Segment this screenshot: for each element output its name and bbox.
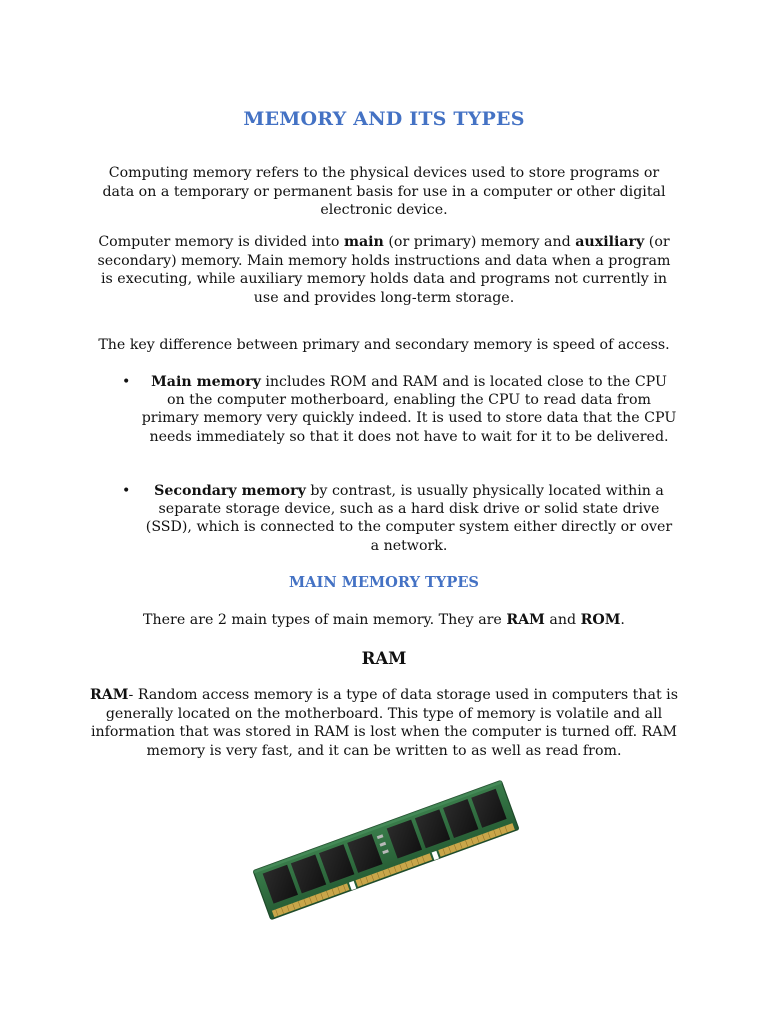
bullet-list-main xyxy=(122,373,678,446)
bullet-body: by contrast, is usually physically located within a separate storage device, such as a hard disk drive or solid state drive (SSD), which is connected to the computer system either directly or over a network. xyxy=(145,483,673,554)
ram-heading: RAM xyxy=(361,649,407,668)
rom-term: ROM xyxy=(580,612,621,628)
page-title: MEMORY AND ITS TYPES xyxy=(243,108,525,130)
bullet-label: Secondary memory xyxy=(154,483,306,499)
main-memory-types-heading: MAIN MEMORY TYPES xyxy=(289,574,479,591)
bullet-icon: • xyxy=(122,483,131,499)
list-item xyxy=(122,482,678,555)
bullet-body: includes ROM and RAM and is located close to the CPU on the computer motherboard, enabling the CPU to read data from primary memory very quickly indeed. It is used to store data that the CPU needs immediately so that it does not have to wait for it to be delivered. xyxy=(141,374,677,445)
auxiliary-term: auxiliary xyxy=(575,234,645,250)
bullet-list-secondary xyxy=(122,482,678,555)
main-term: main xyxy=(343,234,384,250)
ram-paragraph xyxy=(90,686,678,760)
list-item xyxy=(122,373,678,446)
ram-module-photo xyxy=(248,768,524,932)
intro-paragraph: Computing memory refers to the physical devices used to store programs or data on a temporary or permanent basis for use in a computer or other digital electronic device. xyxy=(102,165,666,219)
types-paragraph xyxy=(92,611,676,630)
types-end: . xyxy=(620,612,625,628)
bullet-text xyxy=(140,482,678,555)
bullet-label: Main memory xyxy=(151,374,261,390)
types-prefix: There are 2 main types of main memory. They are xyxy=(143,612,507,628)
division-middle: (or primary) memory and xyxy=(383,234,576,250)
division-paragraph xyxy=(92,233,676,307)
ram-description: - Random access memory is a type of data storage used in computers that is generally located on the motherboard. This type of memory is volatile and all information that was stored in RAM is lost when the computer is turned off. RAM memory is very fast, and it can be written to as well as read from. xyxy=(90,687,678,759)
ram-board xyxy=(253,780,519,919)
bullet-text xyxy=(140,373,678,446)
ram-label: RAM xyxy=(90,687,129,703)
ram-term: RAM xyxy=(506,612,545,628)
division-prefix: Computer memory is divided into xyxy=(98,234,344,250)
bullet-icon: • xyxy=(122,374,131,390)
division-suffix: (or secondary) memory. Main memory holds instructions and data when a program is executing, while auxiliary memory holds data and programs not currently in use and provides long-term storage. xyxy=(97,234,671,306)
key-difference-paragraph: The key difference between primary and secondary memory is speed of access. xyxy=(98,337,670,353)
types-and: and xyxy=(544,612,581,628)
